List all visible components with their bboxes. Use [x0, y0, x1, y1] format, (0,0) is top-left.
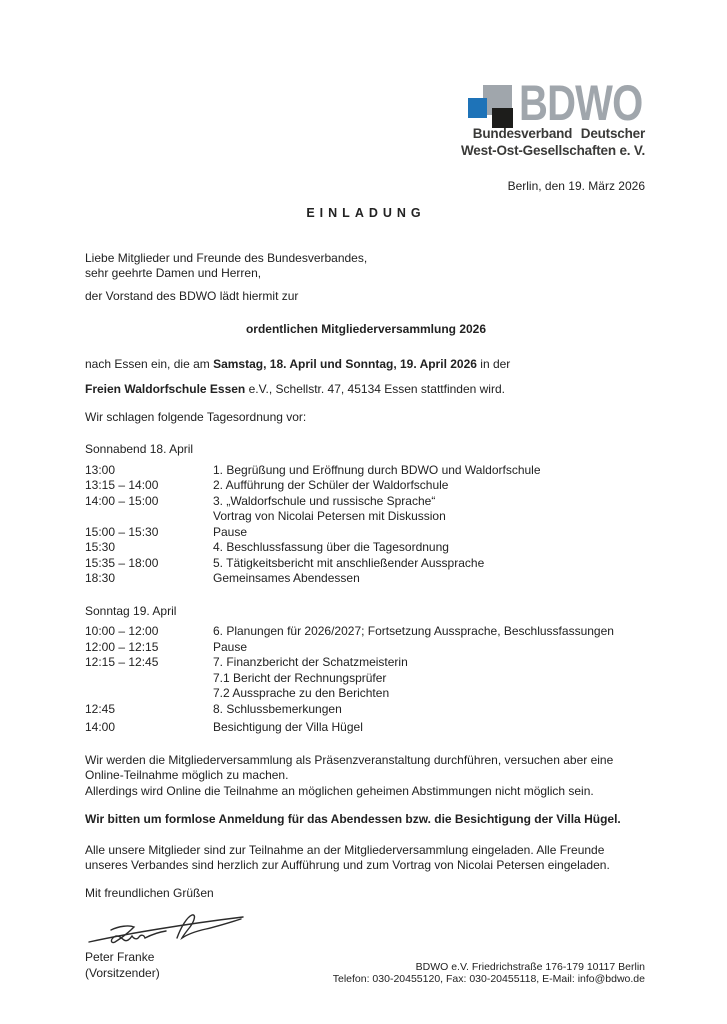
registration-note: Wir bitten um formlose Anmeldung für das Abendessen bzw. die Besichtigung der Villa Hügel. — [85, 812, 621, 826]
agenda-day1-heading: Sonnabend 18. April — [85, 442, 194, 456]
logo-wordmark: BDWO — [519, 75, 643, 131]
agenda-row — [85, 640, 647, 656]
agenda-row — [85, 702, 647, 718]
logo-tagline — [461, 126, 645, 159]
agenda-text: 4. Beschlussfassung über die Tagesordnung — [213, 540, 449, 554]
agenda-text: 2. Aufführung der Schüler der Waldorfschule — [213, 478, 449, 492]
agenda-text: Pause — [213, 639, 248, 654]
agenda-time — [85, 509, 213, 525]
agenda-day1-rows — [85, 463, 647, 587]
paragraph-presence — [85, 753, 647, 800]
intro-line-1: nach Essen ein, die am Samstag, 18. April und Sonntag, 19. April 2026 in der — [85, 356, 511, 371]
salutation-line-2: sehr geehrte Damen und Herren, — [85, 266, 262, 280]
agenda-text: 5. Tätigkeitsbericht mit anschließender Aussprache — [213, 555, 485, 570]
agenda-row — [85, 655, 647, 671]
agenda-row — [85, 686, 647, 702]
agenda-extra-row — [85, 720, 647, 736]
agenda-row — [85, 463, 647, 479]
footer — [333, 961, 645, 985]
tagline-line2: West-Ost-Gesellschaften e. V. — [460, 142, 645, 158]
intro-paragraph — [85, 352, 647, 402]
letterhead — [0, 0, 727, 200]
salutation-line-1: Liebe Mitglieder und Freunde des Bundesverbandes, — [85, 250, 368, 265]
agenda-text: Vortrag von Nicolai Petersen mit Diskussion — [213, 509, 446, 523]
footer-contact: Telefon: 030-20455120, Fax: 030-20455118, E-Mail: info@bdwo.de — [332, 973, 645, 985]
agenda-text: 6. Planungen für 2026/2027; Fortsetzung Aussprache, Beschlussfassungen — [213, 624, 614, 638]
agenda-time: 12:00 – 12:15 — [85, 639, 159, 654]
agenda-time: 10:00 – 12:00 — [85, 624, 159, 638]
agenda-time: 12:45 — [85, 701, 116, 716]
agenda-text: 3. „Waldorfschule und russische Sprache“ — [213, 493, 436, 508]
agenda-row — [85, 571, 647, 587]
agenda-day2-rows — [85, 624, 647, 717]
agenda-text: Gemeinsames Abendessen — [213, 571, 360, 585]
signature-image — [85, 908, 647, 946]
date-line: Berlin, den 19. März 2026 — [507, 179, 645, 193]
logo-square-black — [492, 108, 513, 128]
agenda-time: 15:30 — [85, 540, 116, 554]
paragraph-presence-a: Wir werden die Mitgliederversammlung als Präsenzveranstaltung durchführen, versuchen aber eine Online-Teilnahme möglich zu machen. — [85, 752, 614, 782]
agenda-row — [85, 540, 647, 556]
agenda-text: Pause — [213, 524, 248, 539]
agenda-time: 14:00 – 15:00 — [85, 493, 159, 508]
agenda-time: 13:00 — [85, 462, 116, 477]
signer-name: Peter Franke — [85, 950, 155, 964]
agenda-text: Besichtigung der Villa Hügel — [213, 720, 363, 734]
agenda-time: 14:00 — [85, 720, 116, 734]
agenda-time: 15:35 – 18:00 — [85, 555, 159, 570]
agenda-row — [85, 671, 647, 687]
letter-body — [85, 206, 647, 981]
agenda-row — [85, 624, 647, 640]
agenda-row — [85, 525, 647, 541]
agenda-time: 12:15 – 12:45 — [85, 655, 159, 669]
salutation-line-3: der Vorstand des BDWO lädt hiermit zur — [85, 288, 299, 303]
closing-greeting: Mit freundlichen Grüßen — [85, 885, 214, 900]
agenda-intro: Wir schlagen folgende Tagesordnung vor: — [85, 409, 307, 424]
agenda-time: 18:30 — [85, 571, 116, 585]
agenda-row — [85, 509, 647, 525]
agenda-text: 7.2 Aussprache zu den Berichten — [213, 686, 390, 700]
agenda-time — [85, 671, 213, 687]
agenda-row — [85, 478, 647, 494]
agenda-time: 13:15 – 14:00 — [85, 478, 159, 492]
agenda-text: 7.1 Bericht der Rechnungsprüfer — [213, 670, 387, 685]
tagline-line1: Bundesverband Deutscher — [472, 126, 645, 141]
signer-role: (Vorsitzender) — [85, 965, 160, 980]
agenda-time: 15:00 – 15:30 — [85, 524, 159, 539]
paragraph-presence-b: Allerdings wird Online die Teilnahme an möglichen geheimen Abstimmungen nicht möglich sein. — [85, 783, 594, 798]
paragraph-invitation: Alle unsere Mitglieder sind zur Teilnahme an der Mitgliederversammlung eingeladen. Alle Freunde unseres Verbandes sind herzlich zur Aufführung und zum Vortrag von Nicolai Petersen eingeladen. — [85, 842, 610, 872]
footer-address: BDWO e.V. Friedrichstraße 176-179 10117 Berlin — [415, 961, 645, 973]
agenda-time — [85, 686, 213, 702]
agenda-row — [85, 556, 647, 572]
letter-title: EINLADUNG — [306, 206, 426, 220]
agenda-row — [85, 494, 647, 510]
agenda-text: 7. Finanzbericht der Schatzmeisterin — [213, 655, 408, 669]
agenda-text: 8. Schlussbemerkungen — [213, 701, 342, 716]
intro-line-2: Freien Waldorfschule Essen e.V., Schellstr. 47, 45134 Essen stattfinden wird. — [85, 381, 505, 396]
subject-line: ordentlichen Mitgliederversammlung 2026 — [245, 322, 487, 336]
logo-square-blue — [468, 98, 487, 118]
agenda-day2-heading: Sonntag 19. April — [85, 603, 177, 618]
agenda-text: 1. Begrüßung und Eröffnung durch BDWO und Waldorfschule — [213, 462, 541, 477]
